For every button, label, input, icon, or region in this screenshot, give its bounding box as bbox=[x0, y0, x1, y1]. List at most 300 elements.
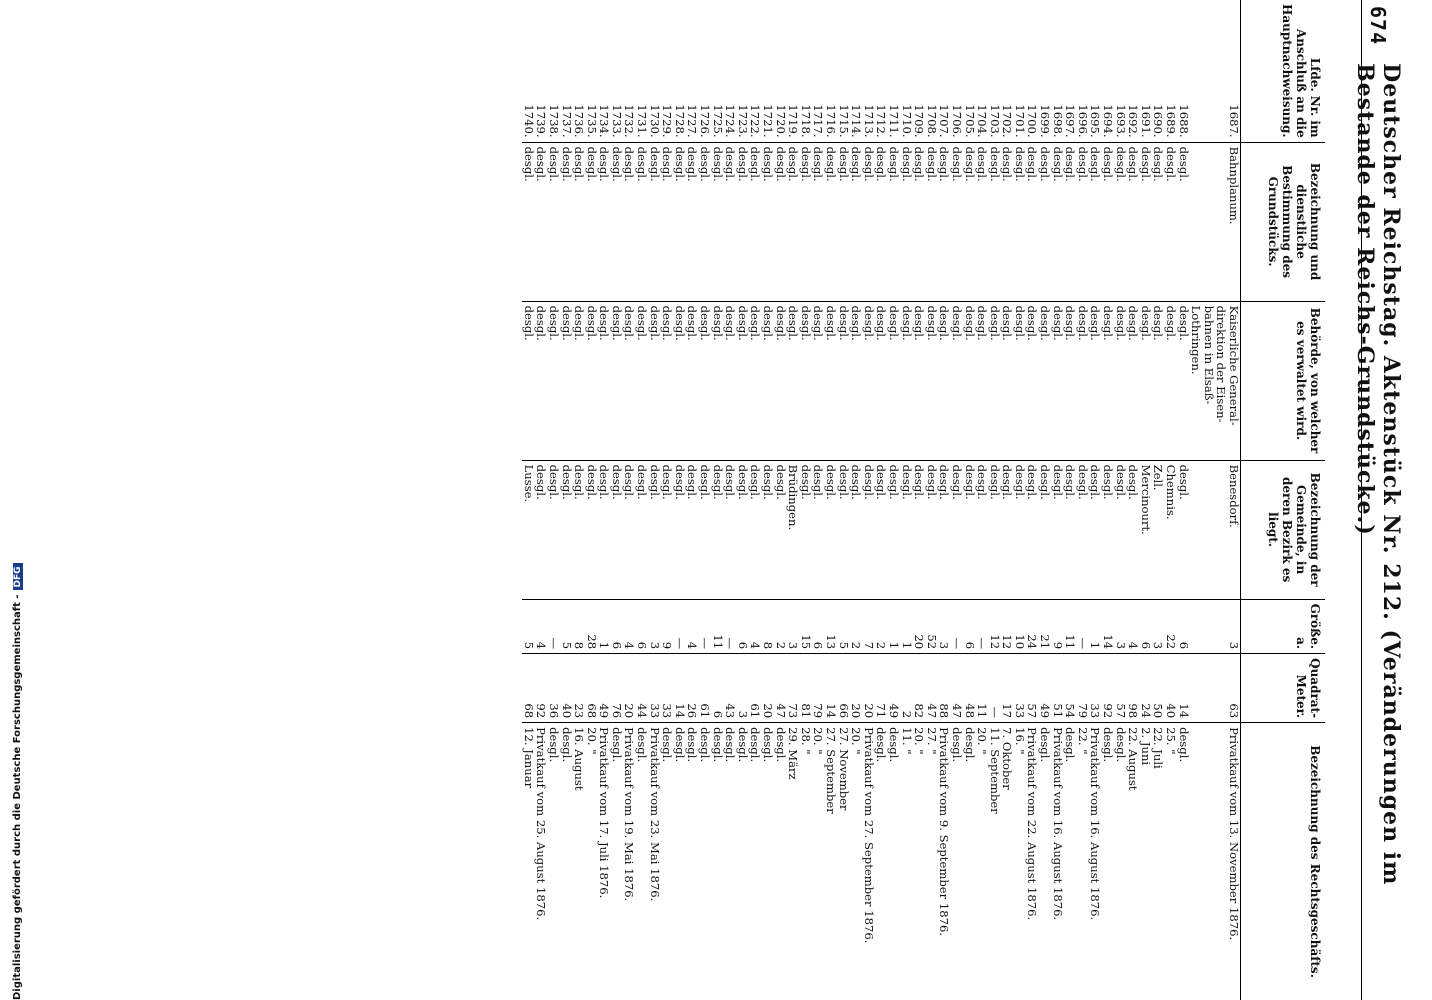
cell-authority: desgl. bbox=[1177, 301, 1190, 460]
cell-qm: 23 bbox=[573, 654, 586, 723]
cell-qm: 61 bbox=[698, 654, 711, 723]
cell-designation: desgl. bbox=[1026, 142, 1039, 301]
cell-municipality bbox=[1190, 460, 1203, 599]
cell-transaction: desgl. bbox=[1101, 723, 1114, 1000]
cell-transaction: desgl. bbox=[875, 723, 888, 1000]
cell-designation: desgl. bbox=[976, 142, 989, 301]
table-row bbox=[1127, 0, 1140, 1000]
cell-authority: desgl. bbox=[573, 301, 586, 460]
table-row bbox=[1227, 0, 1240, 1000]
cell-authority: desgl. bbox=[547, 301, 560, 460]
cell-ar: 12 bbox=[1001, 599, 1014, 654]
cell-transaction: 22. " bbox=[1076, 723, 1089, 1000]
cell-transaction: desgl. bbox=[661, 723, 674, 1000]
cell-authority: desgl. bbox=[1013, 301, 1026, 460]
cell-municipality: desgl. bbox=[837, 460, 850, 599]
cell-transaction: desgl. bbox=[736, 723, 749, 1000]
cell-designation: desgl. bbox=[661, 142, 674, 301]
cell-municipality bbox=[1202, 460, 1215, 599]
cell-authority: direktion der Eisen- bbox=[1215, 301, 1228, 460]
cell-qm: 48 bbox=[963, 654, 976, 723]
digitization-note bbox=[12, 566, 26, 1000]
cell-transaction: Privatkauf vom 22. August 1876. bbox=[1026, 723, 1039, 1000]
cell-number: 1696. bbox=[1075, 104, 1090, 138]
cell-number: 1740. bbox=[521, 104, 536, 138]
cell-number: 1718. bbox=[798, 104, 813, 138]
cell-authority: desgl. bbox=[1051, 301, 1064, 460]
cell-municipality: desgl. bbox=[711, 460, 724, 599]
cell-qm: 51 bbox=[1051, 654, 1064, 723]
cell-municipality: desgl. bbox=[1064, 460, 1077, 599]
cell-authority: desgl. bbox=[610, 301, 623, 460]
cell-transaction: desgl. bbox=[1064, 723, 1077, 1000]
cell-municipality: desgl. bbox=[862, 460, 875, 599]
cell-number: 1730. bbox=[647, 104, 662, 138]
cell-number bbox=[1215, 0, 1228, 142]
table-row bbox=[598, 0, 611, 1000]
table-row bbox=[799, 0, 812, 1000]
cell-designation: desgl. bbox=[812, 142, 825, 301]
cell-qm: 26 bbox=[686, 654, 699, 723]
table-row bbox=[698, 0, 711, 1000]
table-row bbox=[1202, 0, 1215, 1000]
cell-designation: desgl. bbox=[623, 142, 636, 301]
cell-number: 1721. bbox=[761, 104, 776, 138]
cell-transaction: Privatkauf vom 16. August 1876. bbox=[1051, 723, 1064, 1000]
table-row bbox=[850, 0, 863, 1000]
cell-authority: desgl. bbox=[988, 301, 1001, 460]
cell-authority: desgl. bbox=[963, 301, 976, 460]
cell-qm: 47 bbox=[774, 654, 787, 723]
cell-transaction: 11. " bbox=[900, 723, 913, 1000]
group-header-size: Größe. bbox=[1308, 603, 1322, 650]
table-row bbox=[862, 0, 875, 1000]
table-row bbox=[1013, 0, 1026, 1000]
cell-qm: 33 bbox=[1089, 654, 1102, 723]
cell-number bbox=[1190, 0, 1203, 142]
cell-municipality: desgl. bbox=[1101, 460, 1114, 599]
cell-transaction: desgl. bbox=[610, 723, 623, 1000]
cell-number: 1688. bbox=[1176, 104, 1191, 138]
cell-municipality: desgl. bbox=[1026, 460, 1039, 599]
rotated-page bbox=[75, 0, 1405, 1000]
cell-qm: 50 bbox=[1152, 654, 1165, 723]
col-header-qm: Quadrat-Meter. bbox=[1241, 654, 1326, 723]
cell-number: 1697. bbox=[1063, 104, 1078, 138]
cell-ar: 3 bbox=[1114, 599, 1127, 654]
cell-designation: desgl. bbox=[1089, 142, 1102, 301]
cell-qm: 20 bbox=[862, 654, 875, 723]
cell-authority: desgl. bbox=[925, 301, 938, 460]
cell-number: 1732. bbox=[622, 104, 637, 138]
cell-designation: desgl. bbox=[1039, 142, 1052, 301]
cell-qm: 33 bbox=[648, 654, 661, 723]
cell-transaction: Privatkauf vom 16. August 1876. bbox=[1089, 723, 1102, 1000]
cell-ar: 5 bbox=[522, 599, 535, 654]
cell-ar: 6 bbox=[963, 599, 976, 654]
cell-qm: 36 bbox=[547, 654, 560, 723]
col-header-transaction: Bezeichnung des Rechtsgeschäfts. bbox=[1241, 723, 1326, 1000]
cell-qm: 88 bbox=[938, 654, 951, 723]
cell-number: 1735. bbox=[584, 104, 599, 138]
cell-number: 1731. bbox=[635, 104, 650, 138]
table-row bbox=[1076, 0, 1089, 1000]
table-row bbox=[1164, 0, 1177, 1000]
cell-transaction: 16. August bbox=[573, 723, 586, 1000]
cell-municipality: desgl. bbox=[963, 460, 976, 599]
cell-designation: desgl. bbox=[1013, 142, 1026, 301]
cell-qm: 14 bbox=[1177, 654, 1190, 723]
cell-ar: — bbox=[950, 599, 963, 654]
cell-designation: desgl. bbox=[535, 142, 548, 301]
digitization-note-text bbox=[12, 563, 23, 1000]
cell-transaction: Privatkauf vom 17. Juli 1876. bbox=[598, 723, 611, 1000]
cell-qm: 14 bbox=[824, 654, 837, 723]
cell-designation: desgl. bbox=[862, 142, 875, 301]
table-row bbox=[573, 0, 586, 1000]
cell-authority: desgl. bbox=[673, 301, 686, 460]
cell-number bbox=[1202, 0, 1215, 142]
cell-authority: desgl. bbox=[623, 301, 636, 460]
cell-authority: desgl. bbox=[535, 301, 548, 460]
table-row bbox=[560, 0, 573, 1000]
cell-authority: desgl. bbox=[887, 301, 900, 460]
table-row bbox=[976, 0, 989, 1000]
cell-municipality: Benesdorf. bbox=[1227, 460, 1240, 599]
cell-ar: 1 bbox=[598, 599, 611, 654]
cell-authority: desgl. bbox=[812, 301, 825, 460]
cell-qm: 66 bbox=[837, 654, 850, 723]
cell-designation: desgl. bbox=[925, 142, 938, 301]
col-header-authority: Behörde, von welcher es verwaltet wird. bbox=[1241, 301, 1326, 460]
cell-qm: 82 bbox=[913, 654, 926, 723]
cell-authority: desgl. bbox=[1064, 301, 1077, 460]
cell-transaction: 20. " bbox=[812, 723, 825, 1000]
cell-transaction: desgl. bbox=[1039, 723, 1052, 1000]
col-header-ar-unit: a. bbox=[1294, 637, 1308, 650]
cell-designation: desgl. bbox=[711, 142, 724, 301]
cell-ar: 2 bbox=[774, 599, 787, 654]
cell-transaction: 25. " bbox=[1164, 723, 1177, 1000]
cell-authority: desgl. bbox=[913, 301, 926, 460]
cell-designation: desgl. bbox=[1076, 142, 1089, 301]
table-row bbox=[1051, 0, 1064, 1000]
cell-municipality: desgl. bbox=[724, 460, 737, 599]
table-row bbox=[824, 0, 837, 1000]
cell-designation: desgl. bbox=[560, 142, 573, 301]
cell-qm: 3 bbox=[736, 654, 749, 723]
cell-transaction: Privatkauf vom 27. September 1876. bbox=[862, 723, 875, 1000]
cell-ar: 5 bbox=[560, 599, 573, 654]
cell-municipality: desgl. bbox=[623, 460, 636, 599]
cell-transaction: desgl. bbox=[673, 723, 686, 1000]
cell-transaction: 16. " bbox=[1013, 723, 1026, 1000]
cell-authority: desgl. bbox=[837, 301, 850, 460]
cell-ar: 3 bbox=[787, 599, 800, 654]
cell-number: 1701. bbox=[1012, 104, 1027, 138]
cell-ar bbox=[1202, 599, 1215, 654]
col-header-number: Lfde. Nr. im Anschluß an die Hauptnachweisung. bbox=[1241, 0, 1326, 142]
cell-qm: 6 bbox=[711, 654, 724, 723]
cell-qm: 68 bbox=[522, 654, 535, 723]
cell-municipality: desgl. bbox=[925, 460, 938, 599]
table-row bbox=[1101, 0, 1114, 1000]
cell-authority: desgl. bbox=[774, 301, 787, 460]
cell-ar: 11 bbox=[711, 599, 724, 654]
cell-authority: desgl. bbox=[824, 301, 837, 460]
cell-transaction: desgl. bbox=[711, 723, 724, 1000]
cell-ar: 24 bbox=[1026, 599, 1039, 654]
cell-number: 1716. bbox=[824, 104, 838, 138]
table-row bbox=[988, 0, 1001, 1000]
cell-qm: 57 bbox=[1114, 654, 1127, 723]
cell-number: 1712. bbox=[874, 104, 889, 138]
cell-designation: desgl. bbox=[610, 142, 623, 301]
cell-ar: 8 bbox=[573, 599, 586, 654]
cell-transaction: 12. Januar bbox=[522, 723, 535, 1000]
cell-municipality: desgl. bbox=[1076, 460, 1089, 599]
cell-municipality: desgl. bbox=[1001, 460, 1014, 599]
cell-qm: 76 bbox=[610, 654, 623, 723]
property-table bbox=[522, 0, 1325, 1000]
cell-designation: desgl. bbox=[1064, 142, 1077, 301]
cell-authority: desgl. bbox=[938, 301, 951, 460]
cell-transaction: desgl. bbox=[761, 723, 774, 1000]
cell-ar: 13 bbox=[824, 599, 837, 654]
cell-designation: desgl. bbox=[749, 142, 762, 301]
cell-transaction bbox=[1190, 723, 1203, 1000]
table-row bbox=[812, 0, 825, 1000]
table-row bbox=[1039, 0, 1052, 1000]
table-header bbox=[1241, 0, 1326, 1000]
cell-municipality: desgl. bbox=[900, 460, 913, 599]
cell-qm: 40 bbox=[560, 654, 573, 723]
cell-number: 1695. bbox=[1088, 104, 1103, 138]
cell-authority: desgl. bbox=[736, 301, 749, 460]
cell-authority: desgl. bbox=[1089, 301, 1102, 460]
cell-authority: desgl. bbox=[648, 301, 661, 460]
cell-ar: — bbox=[698, 599, 711, 654]
cell-qm: 11 bbox=[976, 654, 989, 723]
table-row bbox=[1001, 0, 1014, 1000]
cell-qm: 73 bbox=[787, 654, 800, 723]
cell-authority: desgl. bbox=[787, 301, 800, 460]
cell-qm: 68 bbox=[585, 654, 598, 723]
table-row bbox=[938, 0, 951, 1000]
cell-ar: 1 bbox=[887, 599, 900, 654]
cell-authority: desgl. bbox=[560, 301, 573, 460]
cell-number: 1737. bbox=[559, 104, 574, 138]
cell-authority: desgl. bbox=[522, 301, 535, 460]
cell-qm: 24 bbox=[1139, 654, 1152, 723]
cell-qm: 17 bbox=[1001, 654, 1014, 723]
cell-number: 1724. bbox=[723, 104, 738, 138]
cell-authority: desgl. bbox=[875, 301, 888, 460]
cell-transaction: Privatkauf vom 13. November 1876. bbox=[1227, 723, 1240, 1000]
cell-number: 1699. bbox=[1038, 104, 1053, 138]
cell-municipality: desgl. bbox=[535, 460, 548, 599]
cell-number: 1698. bbox=[1050, 104, 1065, 138]
table-row bbox=[686, 0, 699, 1000]
cell-qm bbox=[1215, 654, 1228, 723]
cell-ar: 7 bbox=[862, 599, 875, 654]
cell-number: 1736. bbox=[572, 104, 587, 138]
cell-ar: 5 bbox=[837, 599, 850, 654]
cell-number: 1692. bbox=[1126, 104, 1141, 138]
cell-designation: desgl. bbox=[938, 142, 951, 301]
cell-municipality: Mercinourt. bbox=[1139, 460, 1152, 599]
cell-qm: — bbox=[988, 654, 1001, 723]
cell-ar: 14 bbox=[1101, 599, 1114, 654]
cell-number: 1713. bbox=[861, 104, 876, 138]
cell-designation: desgl. bbox=[1139, 142, 1152, 301]
cell-number: 1715. bbox=[836, 104, 851, 138]
cell-municipality: desgl. bbox=[938, 460, 951, 599]
cell-number: 1690. bbox=[1151, 104, 1166, 138]
cell-municipality: Zell. bbox=[1152, 460, 1165, 599]
cell-ar: 6 bbox=[736, 599, 749, 654]
cell-number: 1717. bbox=[811, 104, 826, 138]
cell-municipality: desgl. bbox=[1177, 460, 1190, 599]
cell-authority: desgl. bbox=[724, 301, 737, 460]
cell-designation: desgl. bbox=[875, 142, 888, 301]
cell-number: 1709. bbox=[912, 104, 927, 138]
cell-ar: — bbox=[1076, 599, 1089, 654]
cell-transaction: 27. " bbox=[925, 723, 938, 1000]
table-row bbox=[1064, 0, 1077, 1000]
cell-qm: 79 bbox=[1076, 654, 1089, 723]
cell-number: 1719. bbox=[786, 104, 801, 138]
table-row bbox=[661, 0, 674, 1000]
cell-municipality: desgl. bbox=[1013, 460, 1026, 599]
cell-qm: 92 bbox=[535, 654, 548, 723]
table-row bbox=[749, 0, 762, 1000]
cell-municipality: desgl. bbox=[799, 460, 812, 599]
cell-ar: 4 bbox=[686, 599, 699, 654]
cell-number: 1711. bbox=[886, 104, 901, 138]
cell-transaction: 22. Juli bbox=[1152, 723, 1165, 1000]
cell-qm: 2 bbox=[900, 654, 913, 723]
cell-designation: desgl. bbox=[1127, 142, 1140, 301]
cell-qm: 49 bbox=[598, 654, 611, 723]
cell-transaction: 7. Oktober bbox=[1001, 723, 1014, 1000]
cell-ar: — bbox=[976, 599, 989, 654]
cell-municipality: desgl. bbox=[636, 460, 649, 599]
cell-number: 1733. bbox=[609, 104, 624, 138]
cell-municipality: desgl. bbox=[547, 460, 560, 599]
cell-designation bbox=[1202, 142, 1215, 301]
cell-transaction: 28. " bbox=[799, 723, 812, 1000]
cell-transaction: Privatkauf vom 23. Mai 1876. bbox=[648, 723, 661, 1000]
cell-designation: desgl. bbox=[913, 142, 926, 301]
cell-designation: desgl. bbox=[1101, 142, 1114, 301]
table-row bbox=[875, 0, 888, 1000]
cell-number: 1726. bbox=[698, 104, 713, 138]
table-row bbox=[761, 0, 774, 1000]
table-row bbox=[736, 0, 749, 1000]
cell-qm: 33 bbox=[661, 654, 674, 723]
cell-municipality: Brüdingen. bbox=[787, 460, 800, 599]
cell-authority: desgl. bbox=[1039, 301, 1052, 460]
table-row bbox=[610, 0, 623, 1000]
cell-municipality: desgl. bbox=[812, 460, 825, 599]
cell-transaction: 11. September bbox=[988, 723, 1001, 1000]
cell-transaction: desgl. bbox=[749, 723, 762, 1000]
cell-municipality: desgl. bbox=[1051, 460, 1064, 599]
table-row bbox=[1089, 0, 1102, 1000]
cell-ar: 6 bbox=[1177, 599, 1190, 654]
table-row bbox=[963, 0, 976, 1000]
cell-number: 1725. bbox=[710, 104, 725, 138]
cell-municipality: desgl. bbox=[698, 460, 711, 599]
cell-transaction: desgl. bbox=[1114, 723, 1127, 1000]
cell-designation: desgl. bbox=[761, 142, 774, 301]
cell-authority: desgl. bbox=[850, 301, 863, 460]
cell-ar: 11 bbox=[1064, 599, 1077, 654]
cell-transaction: 20. " bbox=[585, 723, 598, 1000]
cell-authority: desgl. bbox=[598, 301, 611, 460]
cell-authority: desgl. bbox=[761, 301, 774, 460]
cell-qm bbox=[1202, 654, 1215, 723]
cell-designation bbox=[1190, 142, 1203, 301]
cell-ar: 3 bbox=[1152, 599, 1165, 654]
cell-municipality: desgl. bbox=[648, 460, 661, 599]
cell-municipality: desgl. bbox=[850, 460, 863, 599]
cell-designation: desgl. bbox=[1177, 142, 1190, 301]
table-row bbox=[547, 0, 560, 1000]
cell-ar: 1 bbox=[1089, 599, 1102, 654]
cell-qm: 47 bbox=[925, 654, 938, 723]
cell-number: 1704. bbox=[975, 104, 990, 138]
cell-ar: 20 bbox=[913, 599, 926, 654]
cell-designation: Bahnplanum. bbox=[1227, 142, 1240, 301]
cell-number: 1729. bbox=[660, 104, 675, 138]
cell-authority: desgl. bbox=[1114, 301, 1127, 460]
cell-ar: — bbox=[724, 599, 737, 654]
cell-municipality: desgl. bbox=[661, 460, 674, 599]
cell-authority: desgl. bbox=[661, 301, 674, 460]
cell-authority: desgl. bbox=[799, 301, 812, 460]
cell-authority: Lothringen. bbox=[1190, 301, 1203, 460]
cell-transaction: Privatkauf vom 25. August 1876. bbox=[535, 723, 548, 1000]
cell-ar: 3 bbox=[1227, 599, 1240, 654]
cell-number: 1714. bbox=[849, 104, 864, 138]
cell-designation: desgl. bbox=[988, 142, 1001, 301]
cell-authority: desgl. bbox=[862, 301, 875, 460]
table-row bbox=[585, 0, 598, 1000]
cell-number: 1689. bbox=[1164, 104, 1179, 138]
cell-authority: desgl. bbox=[1076, 301, 1089, 460]
cell-number: 1705. bbox=[962, 104, 977, 138]
table-row bbox=[950, 0, 963, 1000]
cell-designation: desgl. bbox=[799, 142, 812, 301]
cell-designation: desgl. bbox=[686, 142, 699, 301]
cell-qm: 81 bbox=[799, 654, 812, 723]
cell-municipality: desgl. bbox=[673, 460, 686, 599]
cell-transaction: desgl. bbox=[887, 723, 900, 1000]
cell-municipality: desgl. bbox=[1089, 460, 1102, 599]
cell-transaction: Privatkauf vom 9. September 1876. bbox=[938, 723, 951, 1000]
cell-ar: 1 bbox=[900, 599, 913, 654]
cell-ar: 22 bbox=[1164, 599, 1177, 654]
cell-designation: desgl. bbox=[636, 142, 649, 301]
table-row bbox=[774, 0, 787, 1000]
cell-municipality: desgl. bbox=[1127, 460, 1140, 599]
table-row bbox=[648, 0, 661, 1000]
cell-qm: 40 bbox=[1164, 654, 1177, 723]
table-row bbox=[623, 0, 636, 1000]
table-row bbox=[1177, 0, 1190, 1000]
